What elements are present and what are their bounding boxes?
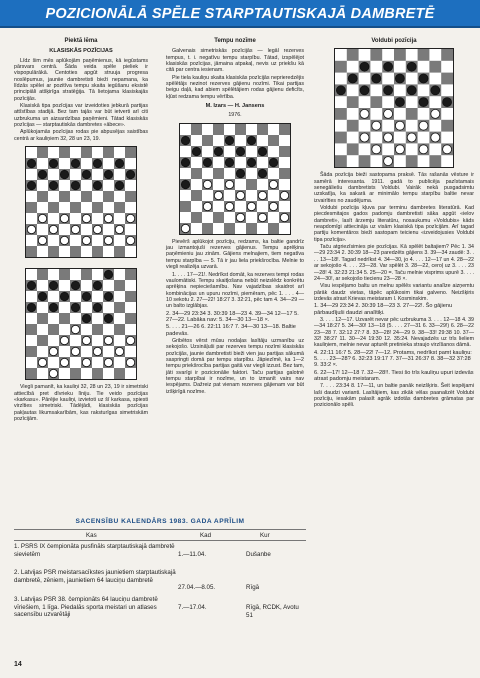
white-piece [104, 358, 112, 366]
board-dark-square [441, 120, 453, 132]
move-line: 1. 34—29 23:34 2. 30:39 18—23 3. 27—22!. Šo gājienu pārbaudījuši daudzi analītiķi. [314, 303, 453, 316]
white-piece [126, 214, 134, 222]
event-place: Rīgā [246, 584, 260, 592]
schedule-row [14, 569, 306, 594]
black-piece [431, 86, 440, 95]
black-piece [258, 147, 266, 155]
black-piece [93, 159, 101, 167]
event-name: 2. Latvijas PSR meistarsacīkstes jaunietiem starptautiskajā dambretē, zēniem, jaunietiem 64 lauciņu dambretē [14, 569, 176, 584]
schedule-header-row [14, 530, 306, 541]
board-dark-square [394, 49, 406, 61]
black-piece [214, 147, 222, 155]
board-dark-square [26, 368, 37, 379]
board-dark-square [59, 147, 70, 158]
black-piece [60, 170, 68, 178]
black-piece [60, 292, 68, 300]
white-piece [49, 225, 57, 233]
black-piece [247, 158, 255, 166]
white-piece [443, 145, 452, 154]
white-piece [236, 213, 244, 221]
white-piece [71, 325, 79, 333]
white-piece [82, 236, 90, 244]
board-dark-square [279, 124, 290, 135]
white-piece [372, 122, 381, 131]
white-piece [104, 236, 112, 244]
black-piece [71, 303, 79, 311]
paragraph: Klasiskā tipa pozīcijas var izveidoties jebkurā partijas attīstības stadijā. Bez tam tajās var būt ietverti arī citi uzbrukuma un aizsardzības paņēmieni. Tātad klasiskās pozīcijas — starptautiskās dambretes «ābece». [14, 103, 148, 129]
board-dark-square [202, 223, 213, 234]
paragraph: 7. . . . 23:34 8. 17—11, un baltie panāk neizšķiris. Šeit iespējami laši daudzi varianti. Lasītājiem, kas zikāk vēlas paanalizēt Voldubi pozīciju, iesakām palasīt agrāk izdotās dambretes grāmatas par pozicionālo spēli. [314, 383, 474, 409]
board-dark-square [335, 156, 347, 168]
black-piece [360, 63, 369, 72]
paragraph: Līdz šim mēs aplūkojām paņēmienus, kā iegūstams pārsvars centrā. Šāda veida spēle pieliek ir vispopulārākā. Centoties apgūt struuja progresa noslēpumus, jauniie dambretisti bieži nepamana, ka līdzās spēlei ar pozitīva tempu skaita iegūšanu eksistē principiāli atšķirīga stratēģija. Tā lietojama klasiskajās pozīcijās. [14, 57, 148, 102]
board-dark-square [59, 191, 70, 202]
white-piece [38, 214, 46, 222]
board-dark-square [257, 124, 268, 135]
white-piece [126, 358, 134, 366]
board-dark-square [279, 168, 290, 179]
white-piece [384, 133, 393, 142]
board-dark-square [125, 313, 136, 324]
board-dark-square [235, 124, 246, 135]
white-piece [431, 133, 440, 142]
white-piece [269, 180, 277, 188]
board-dark-square [347, 144, 359, 156]
black-piece [336, 86, 345, 95]
white-piece [395, 122, 404, 131]
white-piece [407, 133, 416, 142]
black-piece [258, 169, 266, 177]
white-piece [93, 225, 101, 233]
board-dark-square [103, 191, 114, 202]
board-dark-square [26, 246, 37, 257]
white-piece [360, 110, 369, 119]
board-dark-square [59, 269, 70, 280]
event-place: Dušanbe [246, 551, 271, 559]
board-dark-square [224, 223, 235, 234]
board-dark-square [114, 302, 125, 313]
white-piece [115, 225, 123, 233]
board-dark-square [279, 146, 290, 157]
paragraph: 1. . . . 17—21!. Nedrīkst domāt, ka rezerves tempi rodas vaulomātiski. Tempu skaitļošana nebūt neizslēdz konkrētu aprēķina nepieciešamību. Nav vajadzības skaidrot arī kombinācijas un upuru nozīmi, piemēram, pēc 1. . . . 4—10 sekotu 2. 27—22! 18:27 3. 32:21, pēc tam 4. 34—29 — un balto izglābjas. [166, 271, 304, 310]
black-piece [104, 314, 112, 322]
paragraph: Voldubi pozīcija kļuva par terminu dambretes literatūrā. Kad piecdesmitajos gados padomju dambretisti sāka apgūt «ielov dambreti», lasīt ārzemju literatūru, nosaukumu «Voldubis» kāds neapdomīgi attiecināja uz visām klasiskā tipa pozīcijām. Arī tagad partiju komentāros bieži sastopam teicienu «izveidojusies Voldubi tipa pozīcija». [314, 205, 474, 243]
board-dark-square [48, 202, 59, 213]
schedule-title: SACENSĪBU KALENDĀRS 1983. GADA APRĪLIM [75, 518, 245, 525]
board-dark-square [268, 135, 279, 146]
board-dark-square [180, 201, 191, 212]
diagram-caption: Viegli pamanīt, ka kauliņi 32, 28 un 23, 19 ir simetriski attiecībā pret dīvrieku līniju. Tie veido pozīcijas «karkasu». Pārējie kauliņi, izvietoti uz šī karkasa, spiesti virzīties simetriski. Tādējādi, klasiskās pozīcijas pakļautas likumsakarībām, kas raksturīgas simetriskām pozīcijām. [14, 384, 148, 422]
board-dark-square [81, 147, 92, 158]
white-piece [115, 347, 123, 355]
black-piece [49, 159, 57, 167]
black-piece [203, 158, 211, 166]
white-piece [360, 133, 369, 142]
white-piece [236, 191, 244, 199]
page-banner: POZICIONĀLĀ SPĒLE STARPTAUTISKAJĀ DAMBRETĒ [0, 0, 480, 28]
checkers-diagram-3 [179, 123, 291, 235]
white-piece [82, 214, 90, 222]
board-dark-square [37, 147, 48, 158]
schedule-row [14, 596, 306, 626]
black-piece [395, 98, 404, 107]
board-dark-square [191, 124, 202, 135]
white-piece [71, 347, 79, 355]
black-piece [93, 181, 101, 189]
board-dark-square [213, 212, 224, 223]
white-piece [60, 358, 68, 366]
white-piece [247, 202, 255, 210]
board-dark-square [26, 202, 37, 213]
white-piece [431, 110, 440, 119]
board-dark-square [370, 49, 382, 61]
diagram-year: 1976. [228, 112, 242, 119]
white-piece [384, 110, 393, 119]
white-piece [419, 145, 428, 154]
diagram-players: M. Izars — H. Jansens [205, 103, 265, 110]
board-dark-square [191, 190, 202, 201]
board-dark-square [92, 246, 103, 257]
board-dark-square [202, 135, 213, 146]
black-piece [38, 170, 46, 178]
section-title-tempo: Tempu nozīme [214, 38, 256, 44]
black-piece [71, 181, 79, 189]
board-dark-square [114, 280, 125, 291]
black-piece [82, 292, 90, 300]
black-piece [192, 147, 200, 155]
checkers-diagram-2 [25, 268, 137, 380]
board-dark-square [191, 212, 202, 223]
black-piece [181, 158, 189, 166]
white-piece [82, 358, 90, 366]
competition-schedule [14, 518, 306, 626]
black-piece [27, 181, 35, 189]
schedule-row [14, 543, 306, 567]
white-piece [38, 236, 46, 244]
section-title-voldubi: Voldubi pozīcija [371, 38, 417, 44]
paragraph: Aplūkojamās pozīcijas rodas pie abpusējas saistības centrā ar kauliņiem 32, 28 un 23, 19. [14, 129, 148, 142]
event-date: 27.04.—8.05. [178, 584, 216, 592]
board-dark-square [37, 313, 48, 324]
board-dark-square [441, 49, 453, 61]
white-piece [384, 157, 393, 166]
white-piece [225, 180, 233, 188]
board-dark-square [335, 108, 347, 120]
black-piece [38, 292, 46, 300]
white-piece [258, 191, 266, 199]
board-dark-square [103, 147, 114, 158]
board-dark-square [70, 246, 81, 257]
page-number: 14 [14, 661, 22, 668]
board-dark-square [406, 156, 418, 168]
white-piece [203, 180, 211, 188]
white-piece [104, 214, 112, 222]
white-piece [104, 336, 112, 344]
move-line: 6. 22—17! 12—18 7. 32—28!!. Tiesi šo trīs kauliņu upuri izdevās atrast padomju meistaram. [314, 369, 474, 382]
board-dark-square [92, 324, 103, 335]
board-dark-square [418, 49, 430, 61]
board-dark-square [59, 313, 70, 324]
black-piece [236, 169, 244, 177]
white-piece [269, 202, 277, 210]
black-piece [225, 136, 233, 144]
board-dark-square [70, 368, 81, 379]
black-piece [115, 159, 123, 167]
board-dark-square [429, 156, 441, 168]
white-piece [203, 202, 211, 210]
black-piece [407, 86, 416, 95]
paragraph: Galvenais simetriskās pozīcijās — legāl rezerves tempus, t. i. negatīvu tempu starpību. Tātad, izspēlējot klasiskās pozīcijas, jāmaina atpakaļ, nevis uz priekšu kā citā par centra iesienam. [166, 48, 304, 74]
black-piece [407, 63, 416, 72]
black-piece [126, 170, 134, 178]
section-title-lesson: Piektā lēma [64, 38, 98, 44]
checkers-diagram-1 [25, 146, 137, 258]
white-piece [71, 225, 79, 233]
black-piece [225, 158, 233, 166]
board-dark-square [125, 291, 136, 302]
board-dark-square [125, 147, 136, 158]
board-dark-square [37, 269, 48, 280]
board-dark-square [213, 124, 224, 135]
black-piece [104, 270, 112, 278]
board-dark-square [81, 269, 92, 280]
white-piece [258, 213, 266, 221]
board-dark-square [406, 108, 418, 120]
move-line: 5. . . . 21—26 6. 22:11 16:7 7. 34—30 13—18. Baltie padevās. [166, 324, 296, 337]
white-piece [93, 347, 101, 355]
black-piece [49, 281, 57, 289]
white-piece [82, 336, 90, 344]
board-dark-square [125, 191, 136, 202]
black-piece [104, 292, 112, 300]
event-name: 1. PSRS IX čempionāta pusfināls starptautiskajā dambretē sievietēm [14, 543, 175, 558]
white-piece [60, 236, 68, 244]
column-1 [14, 38, 148, 423]
event-date: 7.—17.04. [178, 604, 207, 612]
black-piece [395, 74, 404, 83]
header-when: Kad [200, 532, 212, 540]
black-piece [236, 147, 244, 155]
paragraph: 3. . . . 12—17. Uzvarēt nevar pēc uzbrukuma 3. . . . 12—18 4. 39—34 18:27 5. 34—30! 13—18 (5. . . . 27—31 6. 33—29!) 6. 28—22 23—28 7. 32:12 27:7 8. 33—28! 24—29 9. 38—33! 29:38 10. 37—32! 38:27 11. 30—24 19:30 12. 35:24. Nevajadzēs uz trīs lieliem kauliņiem, melnie nevar apturēt pretinieka straujo virzīšanos dāmā. [314, 316, 474, 349]
black-piece [27, 303, 35, 311]
paragraph: Pievērš aplūkojot pozīciju, redzams, ka baltie gandrīz jau izmantojuši rezerves gājienus. Tempu aprēķina paņēmieniu jau zinām. Gājiens melnajiem, tiem negatīva tempu starpība — 5. Tā ir jau liela priekšrocība. Melnie to viegli realizēja uzvarā. [166, 238, 304, 271]
board-dark-square [26, 346, 37, 357]
black-piece [384, 63, 393, 72]
paragraph: Taču atgriezīsimies pie pozīcijas. Kā spēlēt baltajiem? Pēc 1. 34—29 23:34 2. 30:39 18—23 paredzēts gājiens 3. 39—34 zaudē: 3. . . . 13—18!. Tagad nedrīkst 4. 34—30, jo 4. . . . 12—17 un 4. 28—22 ar sekojošo 4. . . . 23—28. Var spēlēt 3. 28—22, ceroļ uz 3. . . . 23—28! 4. 32:23 21:34 5. 25—20 =. Taču melnie visprims upurē 3. . . . 24—30!, ar sekojošo tiecienu 23—28 ×. [314, 244, 474, 282]
black-piece [181, 180, 189, 188]
black-piece [419, 98, 428, 107]
column-3 [314, 38, 474, 410]
move-line: 2. 34—29 23:34 3. 30:39 18—23 4. 39—34 12—17 5. 27—22. Labāka nav: 5. 34—30 13—18 ×. [166, 310, 299, 323]
board-dark-square [370, 97, 382, 109]
black-piece [443, 98, 452, 107]
board-dark-square [81, 191, 92, 202]
black-piece [247, 136, 255, 144]
header-where: Kur [260, 532, 270, 540]
board-dark-square [26, 324, 37, 335]
board-dark-square [114, 324, 125, 335]
board-dark-square [246, 179, 257, 190]
white-piece [38, 358, 46, 366]
board-dark-square [268, 223, 279, 234]
white-piece [49, 369, 57, 377]
white-piece [280, 213, 288, 221]
diagram-caption: Šāda pozīcija bieži sastopama praksē. Tās rašanās vēsture ir samērā interesanta. 1911. gadā to publicēja pazīstamais senegāliešu dambretists Voldubi. Vairāk nekā pusgadsimtu uzskatīja, ka sakarā ar minimālo tempu starpību baltie nevar izvairīties no zaudējuma. [314, 172, 474, 204]
black-piece [93, 303, 101, 311]
black-piece [71, 159, 79, 167]
black-piece [104, 170, 112, 178]
black-piece [181, 136, 189, 144]
board-dark-square [191, 168, 202, 179]
paragraph: Gribētos vērst mūsu nodaļas lasītāju uzmanību uz sekojošo. Uzsināļuši par rezerves tempu nozīmi klasiskās pozīcijās, jaunie dambretisti bieži vien jau partijas sākumā saspringti domā par tempu starpību. Jāpiezīmē, ka 1—2 tempu priekšrocība partijas gaitā var viegli izzust. Bez tam, jāti svarīgi ir pozicionālie faktori. Taču partijas galotnē tempu starpībai ir nozīme, un to izmanīt vairs nav iespējams. Dažreiz pat vienam rezerves gājienam var būt izšķirīgā nozīme. [166, 337, 304, 395]
event-place: Rīgā, RCDK, Avotu 51 [246, 604, 299, 619]
board-dark-square [213, 168, 224, 179]
board-dark-square [37, 191, 48, 202]
black-piece [27, 159, 35, 167]
board-dark-square [114, 202, 125, 213]
section-heading-classic: KLASISKĀS POZĪCIJAS [49, 48, 113, 55]
white-piece [126, 236, 134, 244]
checkers-diagram-4 [334, 48, 454, 168]
black-piece [419, 74, 428, 83]
board-dark-square [70, 202, 81, 213]
paragraph: Visu iespējamo baltu un melnu spēlēs variantu analīze aizņemtu pārāk daudz vietas, tāpēc aplūkosim tikai galveno. Neizšķiris izdevās atrast Krievas meistaram I. Kosminskim. [314, 283, 474, 302]
white-piece [181, 224, 189, 232]
board-dark-square [114, 368, 125, 379]
board-dark-square [125, 269, 136, 280]
board-dark-square [246, 223, 257, 234]
board-dark-square [48, 246, 59, 257]
header-what: Kas [86, 532, 97, 540]
board-dark-square [335, 132, 347, 144]
board-dark-square [335, 61, 347, 73]
board-dark-square [92, 202, 103, 213]
white-piece [60, 214, 68, 222]
white-piece [60, 336, 68, 344]
board-dark-square [37, 335, 48, 346]
black-piece [115, 181, 123, 189]
white-piece [49, 347, 57, 355]
board-dark-square [359, 156, 371, 168]
black-piece [71, 281, 79, 289]
event-name: 3. Latvijas PSR 38. čempionāts 64 lauciņu dambretē vīriešiem, 1 līga. Piedalās sporta meistari un atlases sacensību uzvarētāji [14, 596, 158, 618]
black-piece [49, 181, 57, 189]
board-dark-square [347, 120, 359, 132]
black-piece [384, 86, 393, 95]
board-dark-square [441, 73, 453, 85]
white-piece [372, 145, 381, 154]
column-2 [166, 38, 304, 396]
white-piece [214, 191, 222, 199]
board-dark-square [92, 368, 103, 379]
board-dark-square [48, 324, 59, 335]
white-piece [419, 122, 428, 131]
white-piece [225, 202, 233, 210]
board-dark-square [347, 97, 359, 109]
white-piece [395, 145, 404, 154]
black-piece [360, 86, 369, 95]
event-date: 1.—11.04. [178, 551, 207, 559]
black-piece [27, 281, 35, 289]
white-piece [280, 191, 288, 199]
white-piece [27, 225, 35, 233]
board-dark-square [429, 61, 441, 73]
board-dark-square [347, 49, 359, 61]
move-line: 4. 22:11 16:7 5. 28—22! 7—12. Protams, nedrīkst pamt kauliņu: 5. . . . 23—28? 6. 32:23 19:17 7. 37—31 26:37 8. 38—32 37:28 9. 33:2 ×. [314, 349, 472, 369]
paragraph: Pie tiela kauliņu skaita klasiskās pozīcijās neprieredzējis spēlētājs nezinot rezerves gājienu nozīmi. Tikai partijas beigu daļā, kad abiem spēlētājiem rodas gājienu deficīts, kļūst redzama tempu vērtība. [166, 74, 304, 100]
black-piece [269, 158, 277, 166]
black-piece [82, 314, 90, 322]
black-piece [348, 74, 357, 83]
white-piece [126, 336, 134, 344]
black-piece [82, 170, 90, 178]
black-piece [372, 74, 381, 83]
black-piece [93, 281, 101, 289]
black-piece [49, 303, 57, 311]
board-dark-square [114, 246, 125, 257]
